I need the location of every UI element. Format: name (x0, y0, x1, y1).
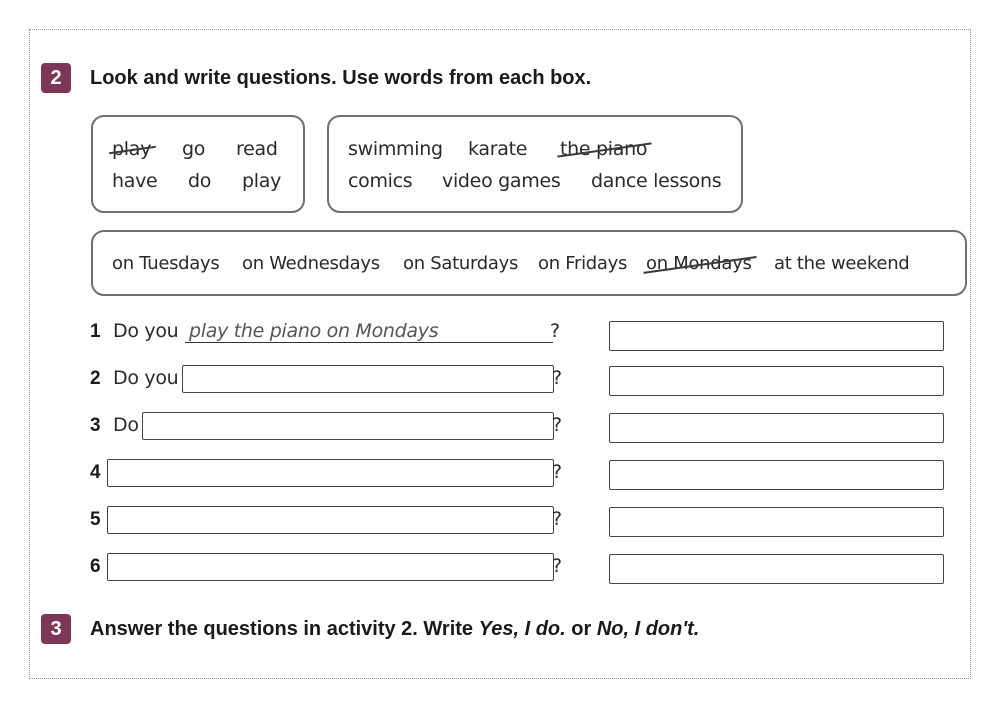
question-input-6[interactable] (107, 553, 554, 581)
question-mark: ? (552, 414, 563, 436)
yes-answer-text: Yes, I do. (478, 618, 566, 640)
question-number: 2 (90, 368, 101, 389)
question-number: 5 (90, 509, 101, 530)
activity-word: swimming (348, 138, 443, 160)
no-answer-text: No, I don't. (596, 618, 700, 640)
question-mark: ? (552, 367, 563, 389)
question-input-2[interactable] (182, 365, 554, 393)
time-phrase: at the weekend (774, 253, 910, 274)
activity-word-box (327, 115, 743, 213)
verb-word: have (112, 170, 158, 192)
question-number: 6 (90, 556, 101, 577)
answer-field-4[interactable] (609, 460, 944, 490)
time-phrase: on Wednesdays (242, 253, 380, 274)
verb-word: do (188, 170, 212, 192)
activity-word: comics (348, 170, 413, 192)
exercise-3-badge: 3 (41, 614, 71, 644)
activity-word: the piano (560, 138, 648, 160)
verb-word: go (182, 138, 206, 160)
question-prefix: Do (113, 414, 139, 436)
question-mark: ? (550, 320, 561, 342)
question-mark: ? (552, 461, 563, 483)
verb-word-box (91, 115, 305, 213)
example-answer: play the piano on Mondays (185, 320, 553, 343)
answer-field-3[interactable] (609, 413, 944, 443)
question-prefix: Do you (113, 320, 179, 342)
question-input-5[interactable] (107, 506, 554, 534)
activity-word: dance lessons (591, 170, 722, 192)
time-phrase: on Mondays (646, 253, 752, 274)
exercise-2-badge: 2 (41, 63, 71, 93)
activity-word: video games (442, 170, 561, 192)
answer-field-6[interactable] (609, 554, 944, 584)
question-mark: ? (552, 508, 563, 530)
exercise-3-instruction (90, 618, 699, 641)
question-number: 4 (90, 462, 101, 483)
activity-word: karate (468, 138, 528, 160)
or-text: or (565, 618, 597, 640)
answer-field-5[interactable] (609, 507, 944, 537)
time-phrase: on Saturdays (403, 253, 519, 274)
verb-word: play (112, 138, 152, 160)
question-input-3[interactable] (142, 412, 554, 440)
question-input-4[interactable] (107, 459, 554, 487)
verb-word: play (242, 170, 282, 192)
exercise-2-instruction: Look and write questions. Use words from each box. (90, 67, 592, 89)
question-number: 3 (90, 415, 101, 436)
answer-field-1[interactable] (609, 321, 944, 351)
question-mark: ? (552, 555, 563, 577)
answer-field-2[interactable] (609, 366, 944, 396)
time-phrase: on Fridays (538, 253, 628, 274)
question-prefix: Do you (113, 367, 179, 389)
verb-word: read (236, 138, 278, 160)
question-number: 1 (90, 321, 101, 342)
instruction-text: Answer the questions in activity 2. Write (90, 618, 479, 640)
time-phrase: on Tuesdays (112, 253, 220, 274)
